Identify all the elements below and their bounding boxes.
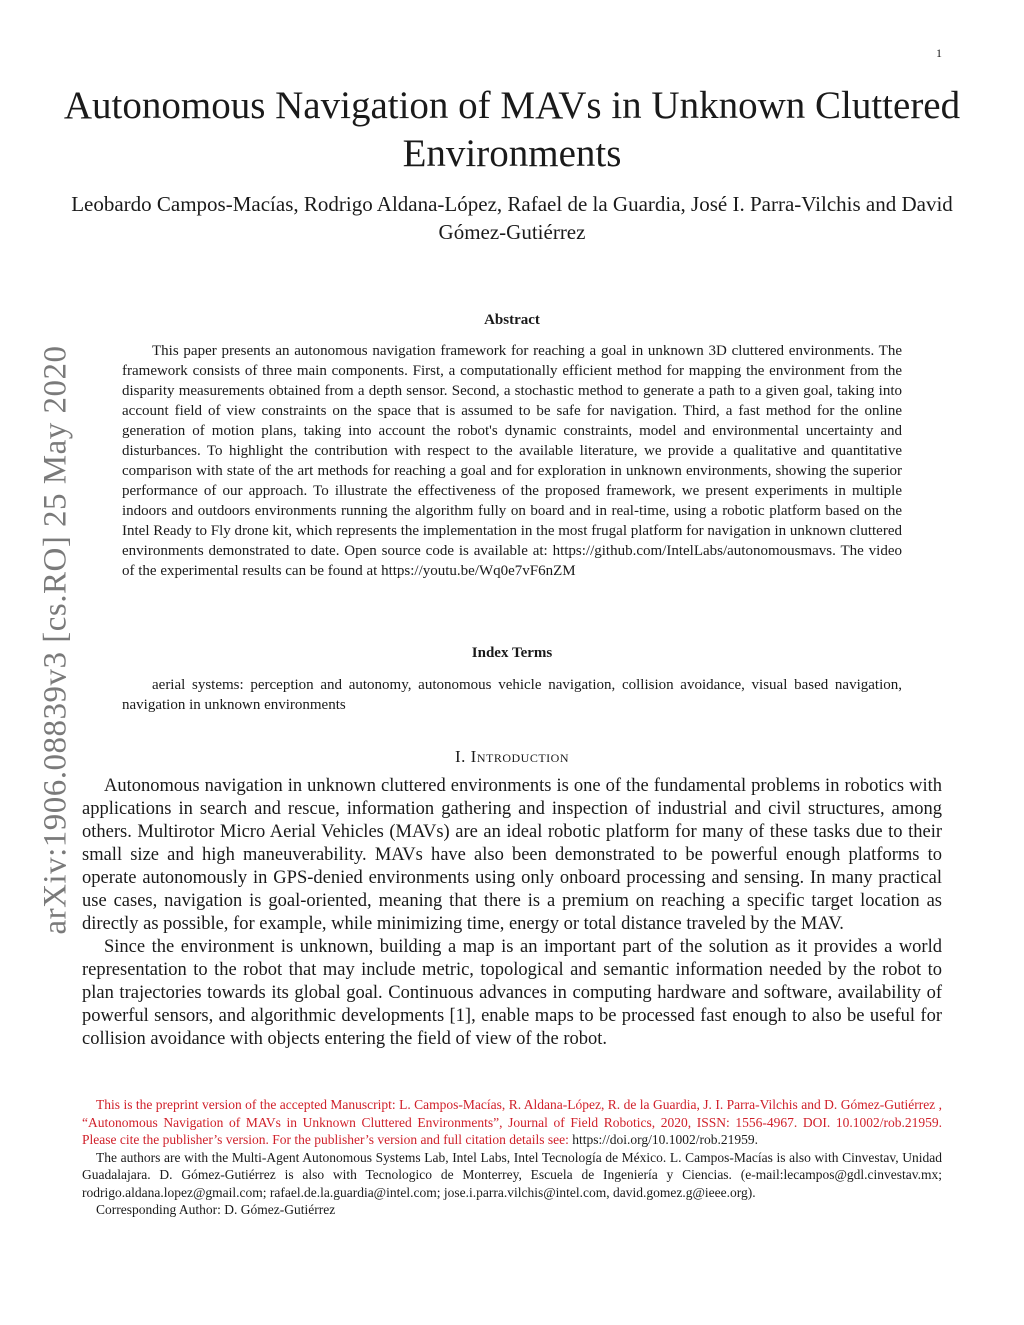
footnotes bbox=[82, 1096, 942, 1219]
abstract-text: This paper presents an autonomous navigation framework for reaching a goal in unknown 3D cluttered environments. The framework consists of three main components. First, a computationally efficient method for mapping the environment from the disparity measurements obtained from a depth sensor. Second, a stochastic method to generate a path to a given goal, taking into account field of view constraints on the space that is assumed to be safe for navigation. Third, a fast method for the online generation of motion plans, taking into account the robot's dynamic constraints, model and environmental uncertainty and disturbances. To highlight the contribution with respect to the available literature, we provide a qualitative and quantitative comparison with state of the art methods for reaching a goal and for exploration in unknown environments, showing the superior performance of our approach. To illustrate the effectiveness of the proposed framework, we present experiments in multiple indoors and outdoors environments running the algorithm fully on board and in real-time, using a robotic platform based on the Intel Ready to Fly drone kit, which represents the implementation in the most frugal platform for navigation in unknown cluttered environments demonstrated to date. Open source code is available at: https://github.com/IntelLabs/autonomousmavs. The video of the experimental results can be found at https://youtu.be/Wq0e7vF6nZM bbox=[122, 343, 902, 579]
abstract-heading: Abstract bbox=[484, 312, 540, 328]
index-terms-text: aerial systems: perception and autonomy, autonomous vehicle navigation, collision avoidance, visual based navigation, navigation in unknown environments bbox=[122, 677, 902, 713]
arxiv-side-stamp: arXiv:1906.08839v3 [cs.RO] 25 May 2020 bbox=[37, 345, 74, 935]
introduction-paragraph: Since the environment is unknown, building a map is an important part of the solution as it provides a world representation to the robot that may include metric, topological and semantic information needed by the robot to plan trajectories towards its global goal. Continuous advances in computing hardware and software, availability of powerful sensors, and algorithmic developments [1], enable maps to be processed fast enough to also be useful for collision avoidance with objects entering the field of view of the robot. bbox=[82, 937, 942, 1049]
introduction-paragraph: Autonomous navigation in unknown cluttered environments is one of the fundamental problems in robotics with applications in search and rescue, information gathering and inspection of industrial and civil structures, among others. Multirotor Micro Aerial Vehicles (MAVs) are an ideal robotic platform for many of these tasks due to their small size and high maneuverability. MAVs have also been demonstrated to be powerful enough platforms to operate autonomously in GPS-denied environments using only onboard processing and sensing. In many practical use cases, navigation is goal-oriented, meaning that there is a premium on reaching a specific target location as directly as possible, for example, while minimizing time, energy or total distance traveled by the MAV. bbox=[82, 776, 942, 934]
preprint-note: This is the preprint version of the accepted Manuscript: L. Campos-Macías, R. Aldana-López, R. de la Guardia, J. I. Parra-Vilchis and D. Gómez-Gutiérrez , “Autonomous Navigation of MAVs in Unknown Cluttered Environments”, Journal of Field Robotics, 2020, ISSN: 1556-4967. DOI. 10.1002/rob.21959. Please cite the publisher’s version. For the publisher’s version and full citation details see: bbox=[82, 1097, 942, 1147]
affiliation-footnote: The authors are with the Multi-Agent Autonomous Systems Lab, Intel Labs, Intel Tecnología de México. L. Campos-Macías is also with Cinvestav, Unidad Guadalajara. D. Gómez-Gutiérrez is also with Tecnologico de Monterrey, Escuela de Ingeniería y Ciencias. (e-mail:lecampos@gdl.cinvestav.mx; rodrigo.aldana.lopez@gmail.com; rafael.de.la.guardia@intel.com; jose.i.parra.vilchis@intel.com, david.gomez.g@ieee.org). bbox=[82, 1149, 942, 1200]
index-terms-heading: Index Terms bbox=[471, 645, 553, 661]
page-number: 1 bbox=[936, 46, 942, 60]
corresponding-author-footnote: Corresponding Author: D. Gómez-Gutiérrez bbox=[96, 1202, 336, 1217]
introduction-heading: I. Introduction bbox=[455, 747, 569, 766]
paper-title: Autonomous Navigation of MAVs in Unknown Cluttered Environments bbox=[63, 84, 961, 175]
author-list: Leobardo Campos-Macías, Rodrigo Aldana-López, Rafael de la Guardia, José I. Parra-Vilchis and David Gómez-Gutiérrez bbox=[71, 192, 953, 244]
introduction-body bbox=[82, 775, 942, 1051]
doi-link[interactable]: https://doi.org/10.1002/rob.21959. bbox=[572, 1132, 759, 1147]
preprint-footnote bbox=[82, 1096, 942, 1149]
